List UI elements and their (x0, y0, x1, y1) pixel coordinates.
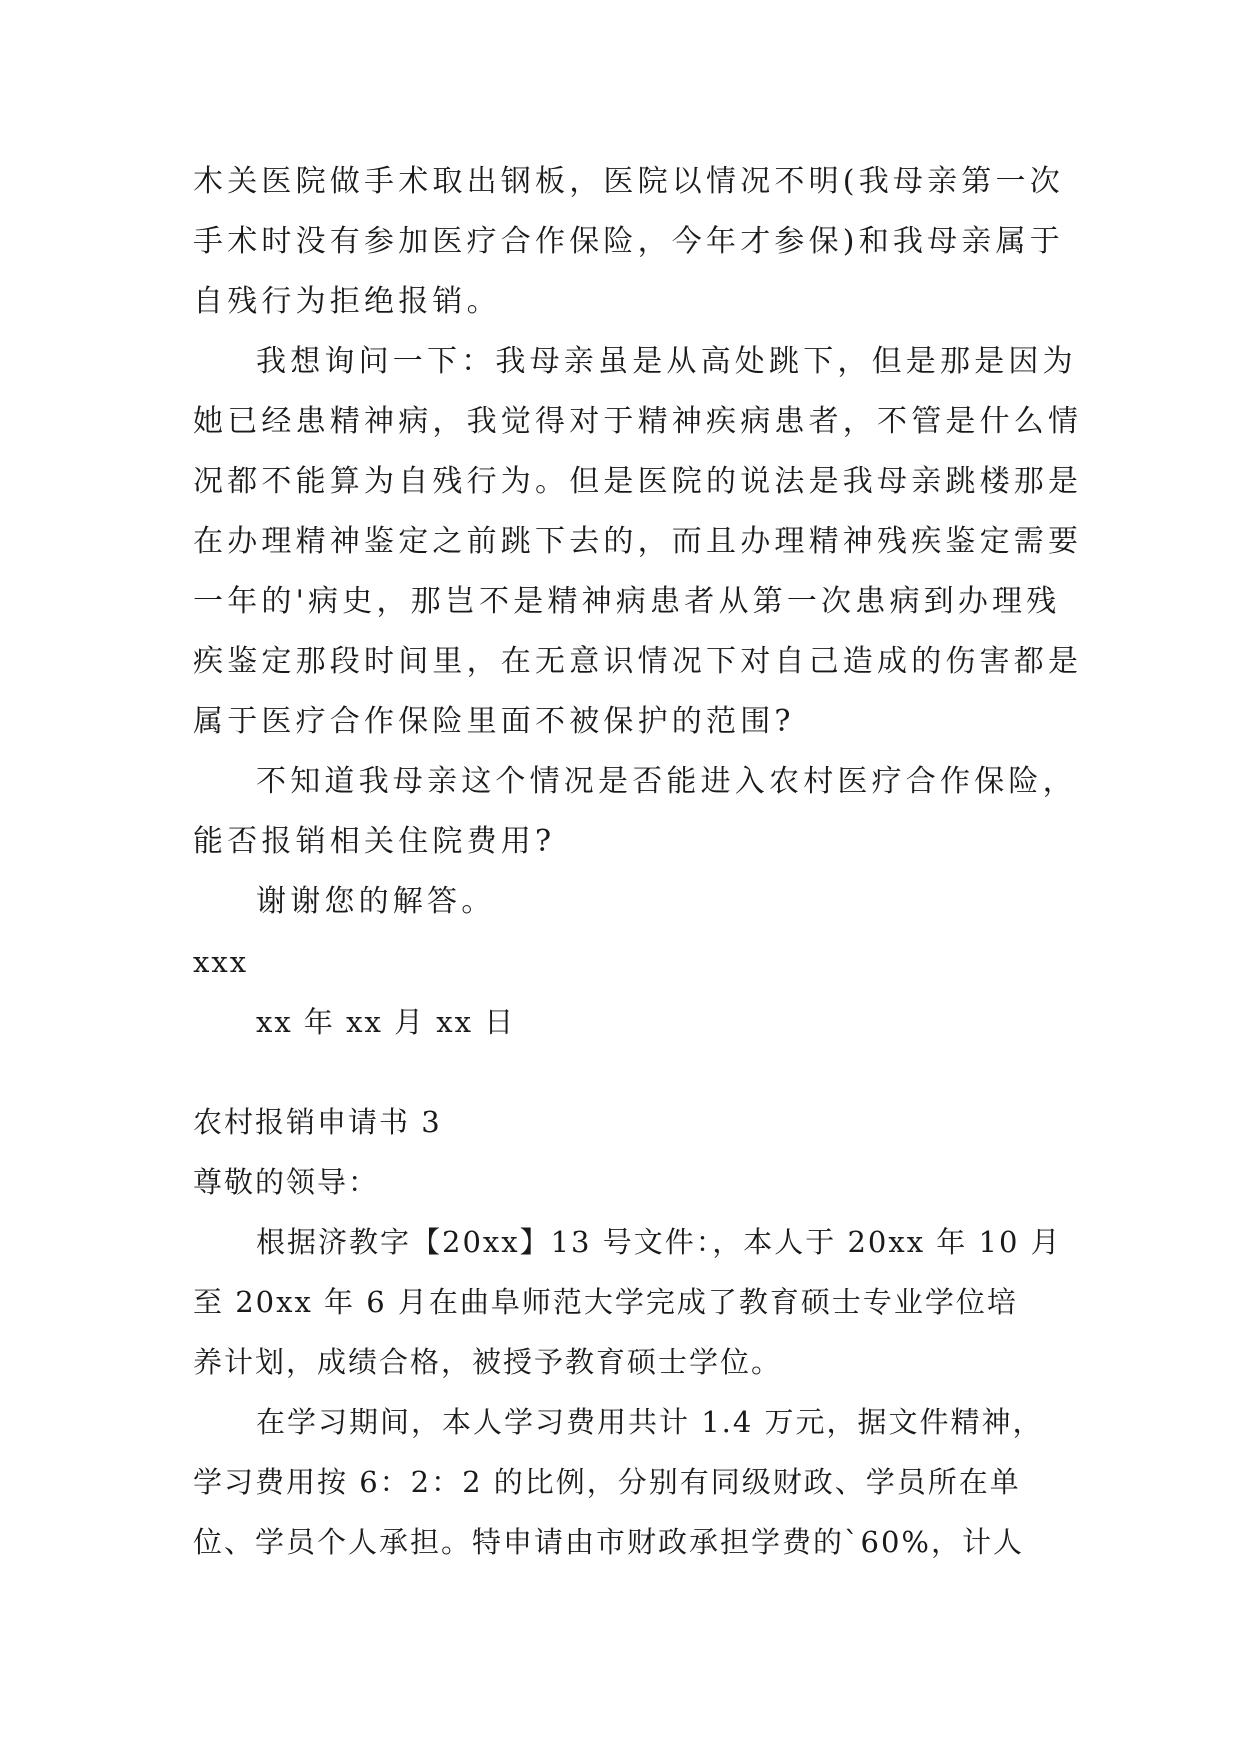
text-line: 手术时没有参加医疗合作保险，今年才参保)和我母亲属于 (193, 224, 1064, 259)
salutation: 尊敬的领导： (193, 1165, 380, 1199)
text-line: 疾鉴定那段时间里，在无意识情况下对自己造成的伤害都是 (193, 644, 1083, 679)
date-line: xx 年 xx 月 xx 日 (256, 1005, 516, 1039)
text-line: 不知道我母亲这个情况是否能进入农村医疗合作保险， (256, 764, 1077, 799)
text-line: 养计划，成绩合格，被授予教育硕士学位。 (193, 1345, 783, 1379)
text-line: 属于医疗合作保险里面不被保护的范围? (193, 704, 795, 739)
text-line: 位、学员个人承担。特申请由市财政承担学费的`60%，计人 (193, 1525, 1024, 1559)
section-title: 农村报销申请书 3 (193, 1105, 442, 1139)
text-line: 根据济教字【20xx】13 号文件：，本人于 20xx 年 10 月 (256, 1225, 1062, 1259)
text-line: 在办理精神鉴定之前跳下去的，而且办理精神残疾鉴定需要 (193, 524, 1083, 559)
signature: xxx (193, 945, 249, 979)
text-line: 至 20xx 年 6 月在曲阜师范大学完成了教育硕士专业学位培 (193, 1285, 1018, 1319)
text-line: 学习费用按 6：2：2 的比例，分别有同级财政、学员所在单 (193, 1465, 1021, 1499)
text-line: 能否报销相关住院费用? (193, 824, 556, 859)
text-line: 在学习期间，本人学习费用共计 1.4 万元，据文件精神， (256, 1405, 1044, 1439)
text-line: 一年的'病史，那岂不是精神病患者从第一次患病到办理残 (193, 584, 1061, 619)
text-line: 自残行为拒绝报销。 (193, 284, 501, 319)
text-line: 她已经患精神病，我觉得对于精神疾病患者，不管是什么情 (193, 404, 1083, 439)
text-line: 况都不能算为自残行为。但是医院的说法是我母亲跳楼那是 (193, 464, 1083, 499)
closing-thanks: 谢谢您的解答。 (256, 884, 496, 919)
text-line: 木关医院做手术取出钢板，医院以情况不明(我母亲第一次 (193, 164, 1064, 199)
text-line: 我想询问一下：我母亲虽是从高处跳下，但是那是因为 (256, 344, 1077, 379)
